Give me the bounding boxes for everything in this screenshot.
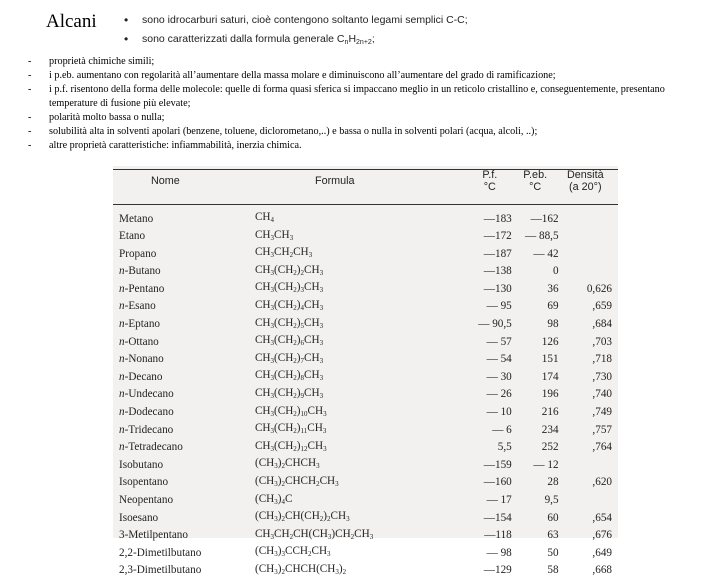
header-density: Densità (a 20°) bbox=[566, 169, 604, 193]
cell-peb: — 12 bbox=[533, 458, 559, 471]
cell-pf: — 54 bbox=[486, 353, 512, 366]
cell-name: Isopentano bbox=[119, 476, 169, 489]
cell-formula: $(CH_3)_2CHCH_3$ bbox=[254, 457, 320, 471]
property-item bbox=[28, 83, 698, 111]
cell-density bbox=[559, 228, 618, 246]
cell-density: ,668 bbox=[592, 564, 612, 577]
cell-density: ,764 bbox=[592, 441, 612, 454]
cell-peb: — 42 bbox=[533, 247, 559, 260]
cell-formula: $CH_3CH_3$ bbox=[254, 228, 294, 242]
cell-peb: 98 bbox=[547, 318, 559, 331]
cell-name: n-Pentano bbox=[119, 282, 165, 295]
table-row bbox=[113, 562, 618, 579]
cell-pf: —130 bbox=[483, 282, 512, 295]
table-header-row bbox=[113, 166, 618, 210]
cell-peb: 9,5 bbox=[544, 494, 559, 506]
cell-pf: —118 bbox=[484, 529, 512, 542]
cell-peb: 126 bbox=[541, 335, 559, 348]
cell-formula: $CH_3(CH_2)_{11}CH_3$ bbox=[254, 422, 327, 436]
cell-name: 2,2-Dimetilbutano bbox=[119, 546, 202, 559]
cell-name: n-Dodecano bbox=[119, 406, 174, 419]
cell-density: ,620 bbox=[592, 476, 612, 489]
cell-density: ,740 bbox=[592, 388, 612, 401]
cell-formula: $CH_3(CH_2)_6CH_3$ bbox=[254, 334, 324, 348]
cell-pf: —183 bbox=[483, 212, 512, 225]
cell-peb: 50 bbox=[547, 546, 559, 559]
cell-peb: 174 bbox=[541, 370, 559, 383]
cell-peb: 234 bbox=[541, 423, 559, 436]
dash-icon: - bbox=[28, 140, 32, 151]
table-row bbox=[113, 316, 618, 334]
cell-density bbox=[559, 263, 618, 281]
cell-peb: —162 bbox=[530, 212, 559, 225]
intro-bullet bbox=[122, 30, 542, 49]
header-pf: P.f. °C bbox=[482, 169, 498, 193]
property-text: i p.f. risentono della forma delle molecole: quelle di forma quasi sferica si impaccano meglio in un reticolo cristallino e, conseguentemente, presentano temperature di fusione più elevate; bbox=[49, 84, 665, 109]
cell-density: ,649 bbox=[592, 546, 612, 559]
cell-density bbox=[559, 492, 618, 510]
cell-pf: — 98 bbox=[486, 546, 512, 559]
cell-pf: —138 bbox=[483, 265, 512, 278]
cell-pf: — 57 bbox=[486, 335, 512, 348]
cell-pf: — 26 bbox=[486, 388, 512, 401]
cell-name: Etano bbox=[119, 230, 146, 243]
property-item bbox=[28, 125, 698, 139]
cell-density: ,757 bbox=[592, 423, 612, 436]
cell-formula: $CH_3(CH_2)_{12}CH_3$ bbox=[254, 439, 327, 453]
cell-pf: —159 bbox=[483, 458, 512, 471]
table-row bbox=[113, 210, 618, 228]
cell-formula: $(CH_3)_2CHCH(CH_3)_2$ bbox=[254, 562, 347, 576]
alkanes-table-image bbox=[113, 166, 618, 577]
cell-formula: $CH_3(CH_2)_9CH_3$ bbox=[254, 386, 324, 400]
cell-formula: $(CH_3)_4C$ bbox=[254, 492, 293, 506]
bullet-icon: • bbox=[124, 32, 129, 46]
table-row bbox=[113, 228, 618, 246]
cell-density: 0,626 bbox=[586, 282, 612, 295]
cell-name: n-Esano bbox=[119, 300, 156, 313]
intro-bullet bbox=[122, 11, 542, 30]
cell-name: Propano bbox=[119, 247, 157, 260]
cell-name: Isobutano bbox=[119, 458, 164, 471]
bullet-icon: • bbox=[124, 13, 129, 27]
cell-pf: — 30 bbox=[486, 370, 512, 383]
cell-peb: 151 bbox=[541, 353, 559, 366]
cell-name: 3-Metilpentano bbox=[119, 529, 188, 542]
table-row bbox=[113, 386, 618, 404]
cell-pf: —129 bbox=[483, 564, 512, 577]
table-row bbox=[113, 404, 618, 422]
cell-formula: $CH_3CH_2CH(CH_3)CH_2CH_3$ bbox=[254, 527, 374, 541]
cell-density bbox=[559, 456, 618, 474]
cell-formula: $CH_4$ bbox=[254, 211, 275, 224]
cell-formula: $CH_3CH_2CH_3$ bbox=[254, 246, 313, 260]
cell-peb: 60 bbox=[547, 511, 559, 524]
cell-name: Neopentano bbox=[119, 494, 174, 506]
cell-peb: 28 bbox=[547, 476, 559, 489]
table-row bbox=[113, 527, 618, 545]
cell-density: ,654 bbox=[592, 511, 612, 524]
cell-pf: — 10 bbox=[486, 406, 512, 419]
cell-name: n-Ottano bbox=[119, 335, 159, 348]
table-row bbox=[113, 421, 618, 439]
cell-formula: $(CH_3)_2CHCH_2CH_3$ bbox=[254, 474, 339, 488]
property-item bbox=[28, 69, 698, 83]
cell-name: Metano bbox=[119, 212, 154, 225]
table-row bbox=[113, 263, 618, 281]
cell-peb: 36 bbox=[547, 282, 559, 295]
cell-peb: 69 bbox=[547, 300, 559, 313]
table-row bbox=[113, 245, 618, 263]
table-row bbox=[113, 298, 618, 316]
property-item bbox=[28, 139, 698, 153]
table-row bbox=[113, 456, 618, 474]
cell-name: 2,3-Dimetilbutano bbox=[119, 564, 202, 577]
header-formula: Formula bbox=[314, 175, 355, 187]
cell-pf: —172 bbox=[483, 230, 512, 243]
cell-density: ,703 bbox=[592, 335, 612, 348]
cell-formula: $CH_3(CH_2)_7CH_3$ bbox=[254, 351, 324, 365]
cell-formula: $CH_3(CH_2)_5CH_3$ bbox=[254, 316, 324, 330]
cell-name: n-Eptano bbox=[119, 318, 161, 331]
dash-icon: - bbox=[28, 112, 32, 123]
table-row bbox=[113, 509, 618, 527]
cell-density bbox=[559, 245, 618, 263]
property-text: proprietà chimiche simili; bbox=[49, 56, 155, 67]
cell-peb: — 88,5 bbox=[525, 230, 559, 243]
alkanes-table bbox=[113, 166, 618, 579]
cell-formula: $CH_3(CH_2)_2CH_3$ bbox=[254, 263, 324, 277]
cell-pf: — 95 bbox=[486, 300, 512, 313]
header-peb: P.eb. °C bbox=[523, 169, 548, 193]
cell-name: n-Butano bbox=[119, 265, 161, 278]
property-text: polarità molto bassa o nulla; bbox=[49, 112, 165, 123]
cell-peb: 0 bbox=[552, 265, 559, 278]
cell-density: ,684 bbox=[592, 318, 612, 331]
cell-peb: 63 bbox=[547, 529, 559, 542]
cell-formula: $CH_3(CH_2)_8CH_3$ bbox=[254, 369, 324, 383]
table-row bbox=[113, 351, 618, 369]
cell-peb: 58 bbox=[547, 564, 559, 577]
table-row bbox=[113, 439, 618, 457]
cell-pf: 5,5 bbox=[497, 441, 512, 454]
cell-formula: $(CH_3)_3CCH_2CH_3$ bbox=[254, 545, 331, 559]
cell-density: ,749 bbox=[592, 406, 612, 419]
table-row bbox=[113, 280, 618, 298]
cell-pf: —187 bbox=[483, 247, 512, 260]
cell-formula: $CH_3(CH_2)_{10}CH_3$ bbox=[254, 404, 327, 418]
cell-name: n-Undecano bbox=[119, 388, 174, 401]
intro-text: sono caratterizzati dalla formula generale $C_nH_{2n+2}$; bbox=[142, 33, 375, 46]
page-title: Alcani bbox=[46, 11, 97, 32]
dash-icon: - bbox=[28, 126, 32, 137]
cell-formula: $CH_3(CH_2)_4CH_3$ bbox=[254, 298, 324, 312]
cell-pf: — 90,5 bbox=[478, 318, 512, 331]
cell-density: ,659 bbox=[592, 300, 612, 313]
table-row bbox=[113, 492, 618, 510]
property-item bbox=[28, 111, 698, 125]
intro-text: sono idrocarburi saturi, cioè contengono soltanto legami semplici C-C; bbox=[142, 14, 468, 26]
cell-name: n-Nonano bbox=[119, 353, 164, 366]
property-text: solubilità alta in solventi apolari (benzene, toluene, diclorometano,..) e bassa o nulla in solventi polari (acqua, alcoli, ..); bbox=[49, 126, 538, 137]
cell-formula: $(CH_3)_2CH(CH_2)_2CH_3$ bbox=[254, 510, 350, 524]
cell-pf: — 6 bbox=[492, 423, 512, 436]
table-row bbox=[113, 333, 618, 351]
cell-pf: — 17 bbox=[486, 494, 512, 506]
dash-icon: - bbox=[28, 56, 32, 67]
cell-name: n-Tridecano bbox=[119, 423, 174, 436]
cell-pf: —160 bbox=[483, 476, 512, 489]
cell-name: n-Decano bbox=[119, 370, 163, 383]
property-text: altre proprietà caratteristiche: infiammabilità, inerzia chimica. bbox=[49, 140, 302, 151]
cell-name: Isoesano bbox=[119, 511, 159, 524]
table-row bbox=[113, 474, 618, 492]
cell-pf: —154 bbox=[483, 511, 512, 524]
cell-density: ,718 bbox=[592, 353, 612, 366]
cell-name: n-Tetradecano bbox=[119, 441, 183, 454]
table-row bbox=[113, 544, 618, 562]
property-item bbox=[28, 55, 698, 69]
cell-peb: 216 bbox=[541, 406, 559, 419]
cell-density bbox=[559, 210, 618, 228]
header-name: Nome bbox=[151, 175, 180, 187]
dash-icon: - bbox=[28, 70, 32, 81]
table-row bbox=[113, 368, 618, 386]
cell-peb: 252 bbox=[541, 441, 559, 454]
properties-list bbox=[28, 55, 698, 153]
property-text: i p.eb. aumentano con regolarità all’aumentare della massa molare e diminuiscono all’aumentare del grado di ramificazione; bbox=[49, 70, 556, 81]
intro-bullets bbox=[122, 11, 542, 49]
cell-density: ,730 bbox=[592, 370, 612, 383]
cell-formula: $CH_3(CH_2)_3CH_3$ bbox=[254, 281, 324, 295]
cell-peb: 196 bbox=[541, 388, 559, 401]
dash-icon: - bbox=[28, 84, 32, 95]
cell-density: ,676 bbox=[592, 529, 612, 542]
